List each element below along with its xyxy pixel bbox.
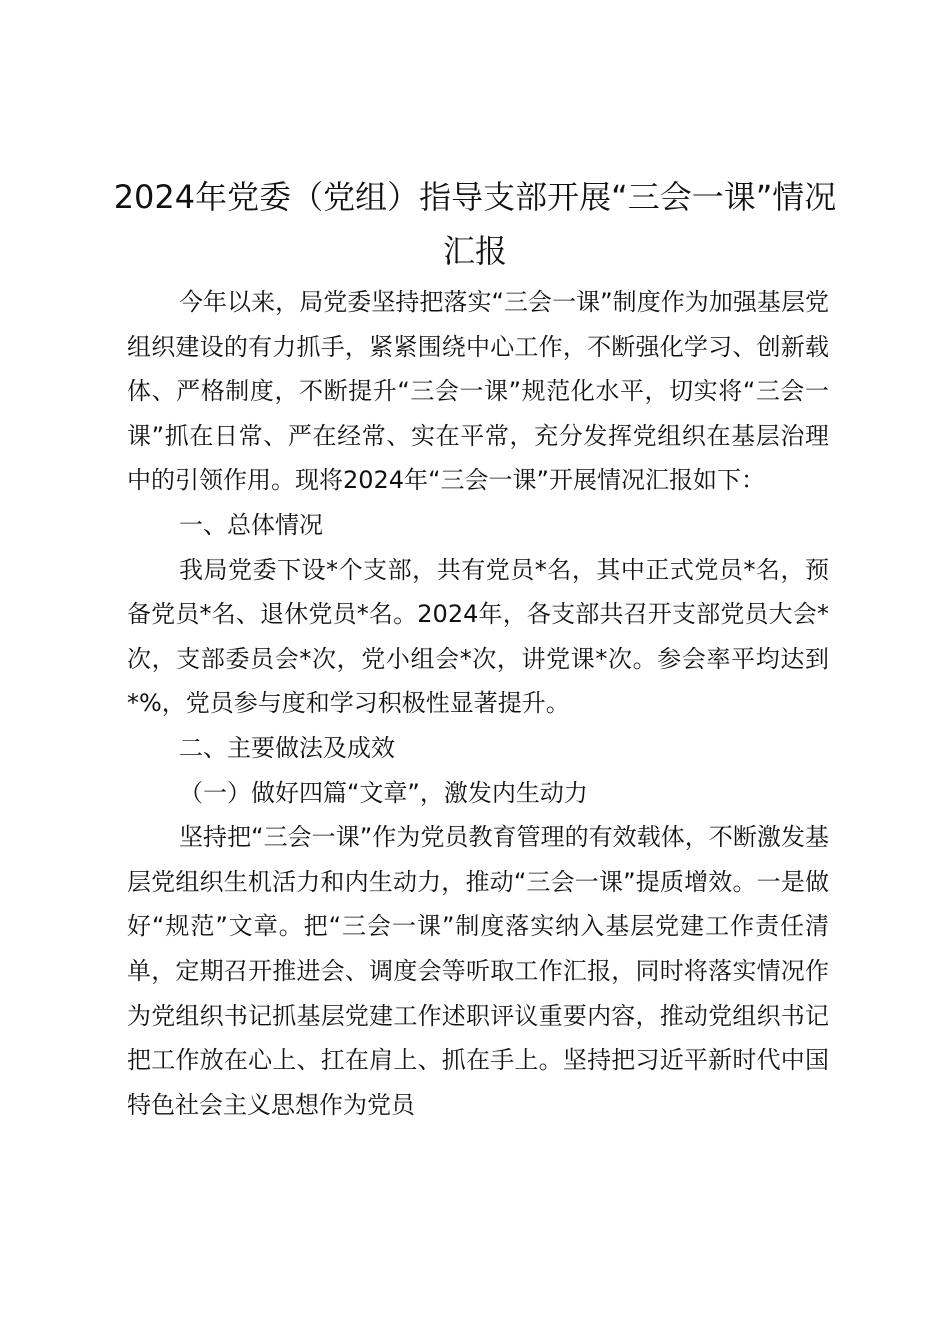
paragraph-overview: 我局党委下设*个支部，共有党员*名，其中正式党员*名，预备党员*名、退休党员*名。2024年，各支部共召开支部党员大会*次，支部委员会*次，党小组会*次，讲党课*次。参会率平均达到*%，党员参与度和学习积极性显著提升。 xyxy=(127,555,829,718)
subsection-heading-four-articles: （一）做好四篇“文章”，激发内生动力 xyxy=(179,778,588,807)
document-title: 2024年党委（党组）指导支部开展“三会一课”情况汇报 xyxy=(113,178,837,270)
paragraph-four-articles: 坚持把“三会一课”作为党员教育管理的有效载体，不断激发基层党组织生机活力和内生动力，推动“三会一课”提质增效。一是做好“规范”文章。把“三会一课”制度落实纳入基层党建工作责任清单，定期召开推进会、调度会等听取工作汇报，同时将落实情况作为党组织书记抓基层党建工作述职评议重要内容，推动党组织书记把工作放在心上、扛在肩上、抓在手上。坚持把习近平新时代中国特色社会主义思想作为党员 xyxy=(127,823,829,1119)
paragraph-intro: 今年以来，局党委坚持把落实“三会一课”制度作为加强基层党组织建设的有力抓手，紧紧围绕中心工作，不断强化学习、创新载体、严格制度，不断提升“三会一课”规范化水平，切实将“三会一课”抓在日常、严在经常、实在平常，充分发挥党组织在基层治理中的引领作用。现将2024年“三会一课”开展情况汇报如下： xyxy=(127,288,829,495)
section-heading-overview: 一、总体情况 xyxy=(179,510,323,539)
document-body xyxy=(127,280,829,1127)
section-heading-practices: 二、主要做法及成效 xyxy=(179,733,395,762)
